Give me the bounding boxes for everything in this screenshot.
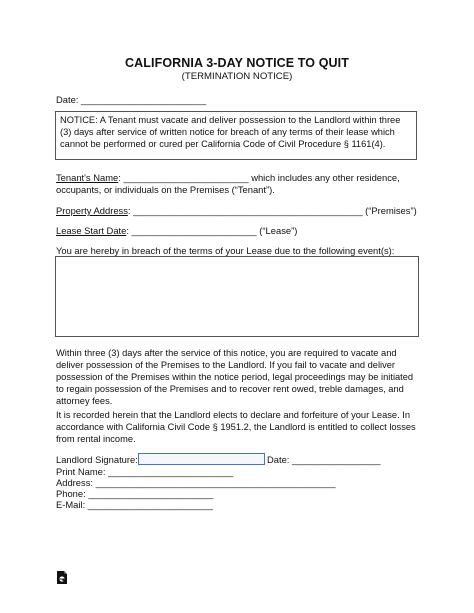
signature-date-line: Date: _________________: [267, 454, 381, 465]
document-subtitle: (TERMINATION NOTICE): [181, 71, 293, 82]
address-line: Address: ______________________________________________: [56, 477, 336, 488]
date-line: Date: ________________________: [56, 94, 207, 105]
tenant-name-label: Tenant's Name: [56, 172, 119, 183]
eforms-logo-icon: [56, 570, 68, 585]
tenant-name-line: [56, 172, 400, 184]
phone-line: Phone: ________________________: [56, 488, 214, 499]
tenant-name-rest: : ________________________ which includes any other residence,: [118, 172, 400, 183]
tenant-occupants-line: occupants, or individuals on the Premises (“Tenant”).: [56, 184, 275, 195]
lease-start-label: Lease Start Date: [56, 225, 127, 236]
breach-text: You are hereby in breach of the terms of your Lease due to the following event(s):: [56, 245, 395, 256]
notice-text: NOTICE: A Tenant must vacate and deliver possession to the Landlord within three (3) days after service of written notice for breach of any terms of their lease which cannot be performed or cured per California Code of Civil Procedure § 1161(4).: [60, 115, 401, 149]
lease-start-line: [56, 225, 297, 237]
property-address-line: [56, 205, 417, 217]
landlord-signature-field[interactable]: [138, 453, 265, 465]
vacate-paragraph: Within three (3) days after the service of this notice, you are required to vacate and deliver possession of the Premises to the Landlord. If you fail to vacate and deliver possession of the Premises within the notice period, legal proceedings may be initiated to regain possession of the Premises and to recover rent owed, treble damages, and attorney fees.: [56, 348, 414, 406]
lease-start-rest: : ________________________ (“Lease”): [126, 225, 298, 236]
breach-events-box[interactable]: [55, 256, 419, 337]
forfeiture-paragraph: It is recorded herein that the Landlord elects to declare and forfeiture of your Lease. In accordance with California Civil Code § 1951.2, the Landlord is entitled to collect losses from rental income.: [56, 410, 416, 444]
document-title: CALIFORNIA 3-DAY NOTICE TO QUIT: [125, 56, 349, 70]
property-address-label: Property Address: [56, 205, 128, 216]
print-name-line: Print Name: ________________________: [56, 466, 234, 477]
landlord-signature-label: Landlord Signature:: [56, 454, 138, 465]
email-line: E-Mail: ________________________: [56, 499, 213, 510]
property-address-rest: : ____________________________________________ (“Premises”): [127, 205, 417, 216]
